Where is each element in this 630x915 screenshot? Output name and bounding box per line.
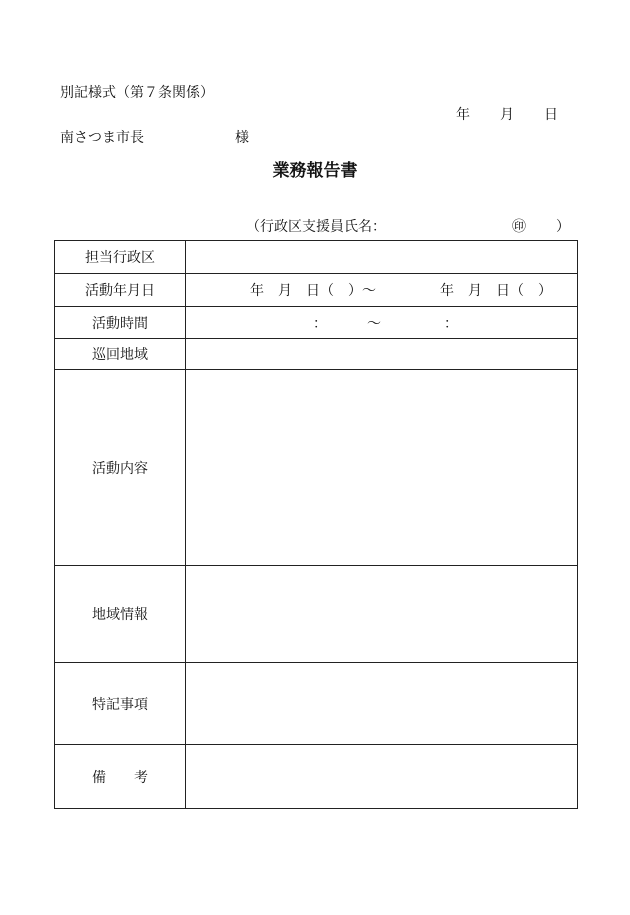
activity-content-label: 活動内容 [55, 370, 186, 566]
area-info-field[interactable] [186, 566, 578, 663]
patrol-area-label: 巡回地域 [55, 339, 186, 370]
activity-time-end-colon: ： [444, 315, 458, 332]
district-label: 担当行政区 [55, 241, 186, 274]
table-row-special-notes [55, 663, 578, 745]
table-row-activity-time [55, 307, 578, 339]
date-month-label: 月 [500, 107, 514, 123]
activity-date-start: 年 月 日（ ）〜 [250, 283, 376, 299]
table-row-remarks [55, 745, 578, 809]
date-year-label: 年 [456, 107, 470, 123]
document-title: 業務報告書 [272, 161, 358, 181]
reporter-name-label: （行政区支援員氏名： [246, 219, 386, 235]
area-info-label: 地域情報 [55, 566, 186, 663]
addressee: 南さつま市長 [60, 130, 144, 146]
activity-time-start-colon: ： [313, 315, 327, 332]
activity-content-field[interactable] [186, 370, 578, 566]
special-notes-field[interactable] [186, 663, 578, 745]
honorific: 様 [235, 130, 249, 146]
activity-time-field[interactable] [186, 307, 578, 339]
activity-date-field[interactable] [186, 274, 578, 307]
special-notes-label: 特記事項 [55, 663, 186, 745]
table-row-district [55, 241, 578, 274]
remarks-label: 備 考 [55, 745, 186, 809]
table-row-activity-content [55, 370, 578, 566]
activity-date-label: 活動年月日 [55, 274, 186, 307]
form-reference: 別記様式（第７条関係） [60, 85, 214, 101]
district-field[interactable] [186, 241, 578, 274]
activity-time-tilde: 〜 [367, 315, 381, 332]
patrol-area-field[interactable] [186, 339, 578, 370]
table-row-patrol-area [55, 339, 578, 370]
date-day-label: 日 [544, 107, 558, 123]
report-table [54, 240, 578, 809]
activity-time-label: 活動時間 [55, 307, 186, 339]
activity-date-end: 年 月 日（ ） [440, 283, 552, 299]
seal-mark: ㊞ [512, 219, 526, 235]
table-row-area-info [55, 566, 578, 663]
remarks-field[interactable] [186, 745, 578, 809]
reporter-close-paren: ） [556, 219, 570, 235]
table-row-activity-date [55, 274, 578, 307]
